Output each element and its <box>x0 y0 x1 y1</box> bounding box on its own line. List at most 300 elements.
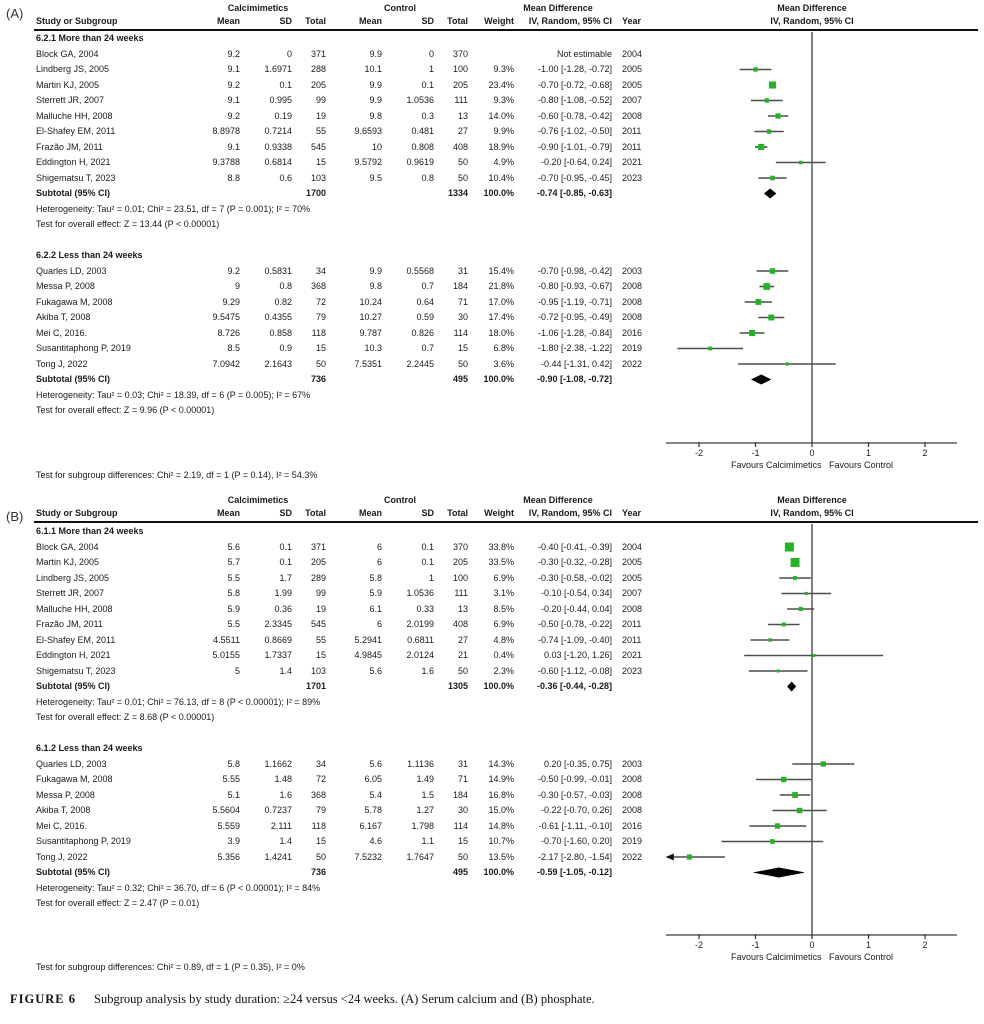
study-label: Akiba T, 2008 <box>36 312 91 322</box>
total-cell: 100 <box>452 572 468 583</box>
mean-cell: 9.787 <box>359 327 382 338</box>
total-cell: 13 <box>457 110 468 121</box>
study-label: Shigematsu T, 2023 <box>36 665 116 676</box>
ci-text: -0.70 [-1.60, 0.20] <box>540 836 612 846</box>
ci-clip-arrow-icon <box>666 854 674 861</box>
group2-header: Control <box>384 3 416 13</box>
total-cell: 27 <box>457 126 468 136</box>
year-cell: 2023 <box>622 665 643 676</box>
year-cell: 2008 <box>622 603 643 614</box>
sd-cell: 0.33 <box>416 603 434 614</box>
study-label: Malluche HH, 2008 <box>36 603 113 614</box>
sd-cell: 0.7214 <box>264 126 292 136</box>
total-cell: 50 <box>457 358 468 369</box>
total-cell: 72 <box>315 774 326 784</box>
total-cell: 72 <box>315 296 326 307</box>
weight-cell: 14.8% <box>488 820 514 831</box>
total-cell: 55 <box>315 634 326 645</box>
subgroup-title: 6.1.1 More than 24 weeks <box>36 526 144 536</box>
ci-text: -0.76 [-1.02, -0.50] <box>537 126 612 136</box>
axis-tick-label: 2 <box>922 940 928 950</box>
total-cell: 736 <box>310 374 326 384</box>
sd-cell: 1.0536 <box>406 588 434 598</box>
mean-cell: 9.2 <box>227 110 240 121</box>
weight-cell: 15.0% <box>488 805 514 815</box>
md-plot-header: Mean Difference <box>777 495 847 505</box>
study-label: Shigematsu T, 2023 <box>36 172 116 183</box>
year-cell: 2022 <box>622 851 643 862</box>
weight-cell: 18.9% <box>488 141 514 152</box>
axis-tick-label: 1 <box>865 940 871 950</box>
study-label: Sterrett JR, 2007 <box>36 588 105 598</box>
total-cell: 184 <box>452 789 468 800</box>
mean-cell: 5.9 <box>227 603 240 614</box>
effect-marker <box>758 144 764 150</box>
mean-cell: 5.2941 <box>354 634 382 645</box>
effect-marker <box>792 792 798 798</box>
year-cell: 2005 <box>622 64 643 74</box>
weight-cell: 3.1% <box>493 588 514 598</box>
ci-text: -0.10 [-0.54, 0.34] <box>540 588 612 598</box>
weight-cell: 4.8% <box>493 634 514 645</box>
total-cell: 1700 <box>305 188 326 198</box>
effect-marker <box>768 315 774 321</box>
effect-marker <box>770 176 775 181</box>
sd-cell: 1.1136 <box>407 758 434 769</box>
sd-cell: 0.995 <box>269 95 292 105</box>
year-cell: 2005 <box>622 557 643 567</box>
weight-cell: 17.0% <box>488 296 514 307</box>
sd-cell: 0.5568 <box>406 265 434 276</box>
total-cell: 545 <box>310 141 326 152</box>
study-label: Susantitaphong P, 2019 <box>36 343 131 353</box>
axis-tick-label: 1 <box>865 448 871 458</box>
total-cell: 111 <box>454 588 468 598</box>
subtotal-label: Subtotal (95% CI) <box>36 374 111 384</box>
subtotal-label: Subtotal (95% CI) <box>36 867 111 877</box>
effect-marker <box>768 638 772 642</box>
total-cell: 34 <box>315 758 326 769</box>
sd-cell: 0.1 <box>421 79 434 90</box>
year-cell: 2008 <box>622 110 643 121</box>
weight-cell: 4.9% <box>493 157 514 167</box>
sd-column-header: SD <box>279 16 292 26</box>
total-cell: 288 <box>310 64 326 74</box>
mean-cell: 9.29 <box>222 296 240 307</box>
ci-text: -0.20 [-0.44, 0.04] <box>540 603 612 614</box>
study-label: Mei C, 2016. <box>36 327 88 338</box>
ci-text: -2.17 [-2.80, -1.54] <box>537 851 612 862</box>
total-cell: 103 <box>310 665 326 676</box>
heterogeneity-text: Heterogeneity: Tau² = 0.01; Chi² = 76.13, df = 8 (P < 0.00001); I² = 89% <box>36 696 321 707</box>
sd-cell: 1.6 <box>279 789 292 800</box>
weight-cell: 0.4% <box>493 650 514 660</box>
ci-text: -0.50 [-0.99, -0.01] <box>537 774 612 784</box>
sd-cell: 2.1643 <box>264 358 292 369</box>
year-cell: 2005 <box>622 572 643 583</box>
overall-effect-text: Test for overall effect: Z = 2.47 (P = 0.01) <box>36 898 200 908</box>
weight-column-header: Weight <box>484 508 514 518</box>
sd-cell: 0.5831 <box>264 265 292 276</box>
header-rule <box>34 29 978 31</box>
weight-cell: 100.0% <box>483 188 514 198</box>
total-column-header: Total <box>447 508 468 518</box>
total-cell: 99 <box>315 95 326 105</box>
weight-cell: 23.4% <box>488 79 514 90</box>
total-cell: 30 <box>457 805 468 815</box>
weight-cell: 10.4% <box>488 172 514 183</box>
axis-tick-label: -2 <box>694 448 703 458</box>
effect-marker <box>769 81 776 88</box>
mean-cell: 5.1 <box>227 789 240 800</box>
mean-cell: 9.1 <box>227 95 240 105</box>
mean-cell: 6 <box>376 557 382 567</box>
total-cell: 370 <box>452 48 468 59</box>
ci-text: 0.03 [-1.20, 1.26] <box>543 650 612 660</box>
mean-cell: 5.55 <box>222 774 240 784</box>
panel-label: (A) <box>6 6 24 21</box>
sd-cell: 0.7 <box>421 343 434 353</box>
weight-cell: 16.8% <box>488 789 514 800</box>
ci-plot-header: IV, Random, 95% CI <box>770 16 854 26</box>
weight-cell: 10.7% <box>488 836 514 846</box>
axis-tick-label: -1 <box>751 940 760 950</box>
axis-tick-label: -1 <box>751 448 760 458</box>
sd-cell: 0.826 <box>411 327 434 338</box>
sd-cell: 0.808 <box>411 141 434 152</box>
mean-cell: 9.9 <box>369 95 382 105</box>
effect-marker <box>782 623 786 627</box>
total-cell: 495 <box>452 374 468 384</box>
year-column-header: Year <box>622 508 642 518</box>
weight-cell: 33.5% <box>488 557 514 567</box>
total-cell: 50 <box>457 157 468 167</box>
total-cell: 34 <box>315 265 326 276</box>
ci-text: -0.70 [-0.72, -0.68] <box>537 79 612 90</box>
total-cell: 71 <box>457 296 468 307</box>
mean-cell: 9.9 <box>369 265 382 276</box>
year-cell: 2011 <box>622 634 642 645</box>
panel-label: (B) <box>6 509 24 524</box>
effect-marker <box>755 299 761 305</box>
sd-cell: 0.7 <box>421 281 434 291</box>
ci-column-header: IV, Random, 95% CI <box>528 508 612 518</box>
sd-cell: 0 <box>428 48 434 59</box>
sd-cell: 0.6811 <box>407 634 434 645</box>
effect-marker <box>777 669 780 672</box>
study-column-header: Study or Subgroup <box>36 508 118 518</box>
total-cell: 289 <box>310 572 326 583</box>
group1-header: Calcimimetics <box>227 495 289 505</box>
ci-text: -0.72 [-0.95, -0.49] <box>537 312 612 322</box>
mean-cell: 9.6593 <box>354 126 382 136</box>
axis-tick-label: -2 <box>694 940 703 950</box>
mean-cell: 9.5 <box>369 172 382 183</box>
total-cell: 19 <box>315 603 326 614</box>
total-cell: 21 <box>457 650 468 660</box>
weight-cell: 100.0% <box>483 681 514 691</box>
mean-cell: 5.8 <box>369 572 382 583</box>
effect-marker <box>785 362 788 365</box>
mean-cell: 10.1 <box>364 64 382 74</box>
mean-cell: 6 <box>376 619 382 629</box>
mean-column-header: Mean <box>216 508 240 518</box>
effect-marker <box>708 347 712 351</box>
study-label: Mei C, 2016. <box>36 820 88 831</box>
total-cell: 1305 <box>447 681 468 691</box>
sd-cell: 0 <box>286 48 292 59</box>
mean-cell: 3.9 <box>227 836 240 846</box>
effect-marker <box>799 607 803 611</box>
study-label: Susantitaphong P, 2019 <box>36 836 131 846</box>
mean-cell: 7.5232 <box>354 851 382 862</box>
sd-cell: 0.6 <box>279 172 292 183</box>
weight-cell: 9.3% <box>493 95 514 105</box>
mean-cell: 5.6 <box>227 541 240 552</box>
ci-plot-header: IV, Random, 95% CI <box>770 508 854 518</box>
total-cell: 50 <box>315 358 326 369</box>
study-label: Tong J, 2022 <box>36 358 88 369</box>
mean-column-header: Mean <box>216 16 240 26</box>
total-cell: 55 <box>315 126 326 136</box>
total-cell: 545 <box>310 619 326 629</box>
effect-marker <box>763 283 770 290</box>
study-label: El-Shafey EM, 2011 <box>36 634 116 645</box>
year-cell: 2005 <box>622 79 643 90</box>
sd-cell: 0.1 <box>279 541 292 552</box>
study-label: Martin KJ, 2005 <box>36 79 100 90</box>
weight-cell: 100.0% <box>483 374 514 384</box>
sd-cell: 1 <box>428 64 434 74</box>
mean-cell: 5.6 <box>369 758 382 769</box>
effect-marker <box>770 839 775 844</box>
sd-cell: 0.59 <box>416 312 434 322</box>
weight-cell: 14.9% <box>488 774 514 784</box>
total-cell: 15 <box>315 836 326 846</box>
axis-favours-label: Favours Calcimimetics Favours Control <box>730 460 894 470</box>
mean-column-header: Mean <box>358 508 382 518</box>
total-cell: 15 <box>315 157 326 167</box>
axis-favours-label: Favours Calcimimetics Favours Control <box>730 952 894 962</box>
subgroup-difference-text: Test for subgroup differences: Chi² = 2.19, df = 1 (P = 0.14), I² = 54.3% <box>36 470 318 480</box>
sd-cell: 0.9 <box>279 343 292 353</box>
sd-cell: 2.3345 <box>264 619 292 629</box>
overall-effect-text: Test for overall effect: Z = 13.44 (P < 0.00001) <box>36 219 220 229</box>
subtotal-diamond <box>751 375 771 385</box>
year-column-header: Year <box>622 16 642 26</box>
mean-cell: 7.0942 <box>212 358 240 369</box>
figure-caption <box>10 992 595 1007</box>
ci-text: -0.30 [-0.58, -0.02] <box>537 572 612 583</box>
sd-cell: 2.0124 <box>406 650 434 660</box>
sd-cell: 0.36 <box>274 603 292 614</box>
study-column-header: Study or Subgroup <box>36 16 118 26</box>
year-cell: 2008 <box>622 312 643 322</box>
year-cell: 2004 <box>622 48 643 59</box>
effect-marker <box>749 330 755 336</box>
effect-marker <box>687 854 692 859</box>
overall-effect-text: Test for overall effect: Z = 8.68 (P < 0.00001) <box>36 712 215 722</box>
year-cell: 2004 <box>622 541 643 552</box>
mean-cell: 6.167 <box>359 820 382 831</box>
mean-cell: 5.7 <box>227 557 240 567</box>
total-cell: 408 <box>452 619 468 629</box>
sd-column-header: SD <box>421 508 434 518</box>
sd-cell: 0.9338 <box>264 141 292 152</box>
mean-cell: 5.8 <box>227 588 240 598</box>
total-cell: 13 <box>457 603 468 614</box>
sd-cell: 1.4 <box>279 665 292 676</box>
mean-cell: 5.8 <box>227 758 240 769</box>
total-cell: 30 <box>457 312 468 322</box>
figure-caption-label: FIGURE 6 <box>10 992 76 1006</box>
total-cell: 205 <box>310 79 326 90</box>
total-cell: 111 <box>454 95 468 105</box>
effect-marker <box>797 808 802 813</box>
weight-cell: 21.8% <box>488 281 514 291</box>
total-cell: 495 <box>452 867 468 877</box>
total-cell: 19 <box>315 110 326 121</box>
effect-marker <box>812 654 815 657</box>
heterogeneity-text: Heterogeneity: Tau² = 0.01; Chi² = 23.51, df = 7 (P = 0.001); I² = 70% <box>36 203 311 214</box>
study-label: Fukagawa M, 2008 <box>36 774 113 784</box>
total-cell: 368 <box>310 789 326 800</box>
total-cell: 371 <box>310 541 326 552</box>
total-cell: 50 <box>315 851 326 862</box>
overall-effect-text: Test for overall effect: Z = 9.96 (P < 0.00001) <box>36 405 215 415</box>
ci-text: -0.44 [-1.31, 0.42] <box>540 358 612 369</box>
sd-cell: 1.4 <box>279 836 292 846</box>
sd-cell: 1.5 <box>421 789 434 800</box>
year-cell: 2008 <box>622 774 643 784</box>
mean-cell: 9.9 <box>369 79 382 90</box>
year-cell: 2007 <box>622 95 643 105</box>
weight-cell: 2.3% <box>493 665 514 676</box>
sd-cell: 1.1662 <box>264 758 292 769</box>
ci-text: -0.74 [-0.85, -0.63] <box>536 188 612 198</box>
mean-cell: 5.6 <box>369 665 382 676</box>
study-label: Frazão JM, 2011 <box>36 141 103 152</box>
sd-cell: 0.8 <box>279 281 292 291</box>
sd-cell: 1.48 <box>274 774 292 784</box>
year-cell: 2011 <box>622 619 642 629</box>
weight-cell: 6.9% <box>493 572 514 583</box>
sd-cell: 0.481 <box>411 126 434 136</box>
weight-cell: 9.3% <box>493 64 514 74</box>
total-cell: 118 <box>311 820 326 831</box>
sd-cell: 0.82 <box>274 296 292 307</box>
mean-cell: 9.5792 <box>354 157 382 167</box>
year-cell: 2022 <box>622 358 643 369</box>
year-cell: 2011 <box>622 126 642 136</box>
study-label: Eddington H, 2021 <box>36 650 111 660</box>
total-cell: 371 <box>310 48 326 59</box>
weight-cell: 14.0% <box>488 110 514 121</box>
mean-cell: 5.5 <box>227 572 240 583</box>
year-cell: 2008 <box>622 789 643 800</box>
sd-cell: 0.4355 <box>264 312 292 322</box>
ci-text: -0.60 [-1.12, -0.08] <box>537 665 612 676</box>
subtotal-label: Subtotal (95% CI) <box>36 681 111 691</box>
total-cell: 114 <box>453 820 468 831</box>
sd-cell: 2.0199 <box>406 619 434 629</box>
effect-marker <box>821 761 826 766</box>
mean-cell: 5 <box>234 665 240 676</box>
study-label: Block GA, 2004 <box>36 48 99 59</box>
total-cell: 50 <box>457 665 468 676</box>
mean-cell: 9.2 <box>227 48 240 59</box>
sd-cell: 1.7337 <box>264 650 292 660</box>
ci-text: -0.61 [-1.11, -0.10] <box>538 820 612 831</box>
total-cell: 79 <box>315 805 326 815</box>
axis-tick-label: 0 <box>809 940 815 950</box>
subgroup-title: 6.2.2 Less than 24 weeks <box>36 250 143 260</box>
mean-cell: 5.5 <box>227 619 240 629</box>
subtotal-label: Subtotal (95% CI) <box>36 188 111 198</box>
mean-cell: 6.05 <box>364 774 382 784</box>
mean-column-header: Mean <box>358 16 382 26</box>
ci-text: -0.80 [-1.08, -0.52] <box>537 95 612 105</box>
year-cell: 2008 <box>622 281 643 291</box>
weight-cell: 33.8% <box>488 541 514 552</box>
effect-marker <box>767 129 771 133</box>
sd-column-header: SD <box>279 508 292 518</box>
year-cell: 2019 <box>622 836 643 846</box>
ci-text: -0.30 [-0.32, -0.28] <box>537 557 612 567</box>
year-cell: 2008 <box>622 296 643 307</box>
total-cell: 31 <box>457 758 468 769</box>
sd-cell: 0.858 <box>269 327 292 338</box>
year-cell: 2016 <box>622 327 643 338</box>
header-rule <box>34 521 978 523</box>
subtotal-diamond <box>787 682 796 692</box>
year-cell: 2008 <box>622 805 643 815</box>
effect-marker <box>805 592 808 595</box>
total-column-header: Total <box>305 508 326 518</box>
year-cell: 2007 <box>622 588 643 598</box>
ci-column-header: IV, Random, 95% CI <box>528 16 612 26</box>
sd-cell: 0.7237 <box>264 805 292 815</box>
ci-text: Not estimable <box>556 48 612 59</box>
mean-cell: 9.1 <box>227 64 240 74</box>
effect-marker <box>770 268 776 274</box>
total-cell: 27 <box>457 634 468 645</box>
study-label: Malluche HH, 2008 <box>36 110 113 121</box>
axis-tick-label: 0 <box>809 448 815 458</box>
weight-cell: 8.5% <box>493 603 514 614</box>
sd-cell: 0.6814 <box>264 157 292 167</box>
weight-cell: 15.4% <box>488 265 514 276</box>
year-cell: 2003 <box>622 265 643 276</box>
sd-cell: 1.7647 <box>406 851 434 862</box>
mean-cell: 10.27 <box>359 312 382 322</box>
weight-cell: 100.0% <box>483 867 514 877</box>
sd-cell: 1.7 <box>279 572 292 583</box>
study-label: Frazão JM, 2011 <box>36 619 103 629</box>
total-cell: 408 <box>452 141 468 152</box>
sd-cell: 1.6 <box>421 665 434 676</box>
year-cell: 2016 <box>622 820 643 831</box>
study-label: Quarles LD, 2003 <box>36 758 107 769</box>
year-cell: 2021 <box>622 650 643 660</box>
total-cell: 103 <box>310 172 326 183</box>
weight-cell: 13.5% <box>488 851 514 862</box>
mean-cell: 5.4 <box>369 789 382 800</box>
study-label: Sterrett JR, 2007 <box>36 95 105 105</box>
heterogeneity-text: Heterogeneity: Tau² = 0.32; Chi² = 36.70, df = 6 (P < 0.00001); I² = 84% <box>36 882 321 893</box>
mean-cell: 10.3 <box>364 343 382 353</box>
group2-header: Control <box>384 495 416 505</box>
